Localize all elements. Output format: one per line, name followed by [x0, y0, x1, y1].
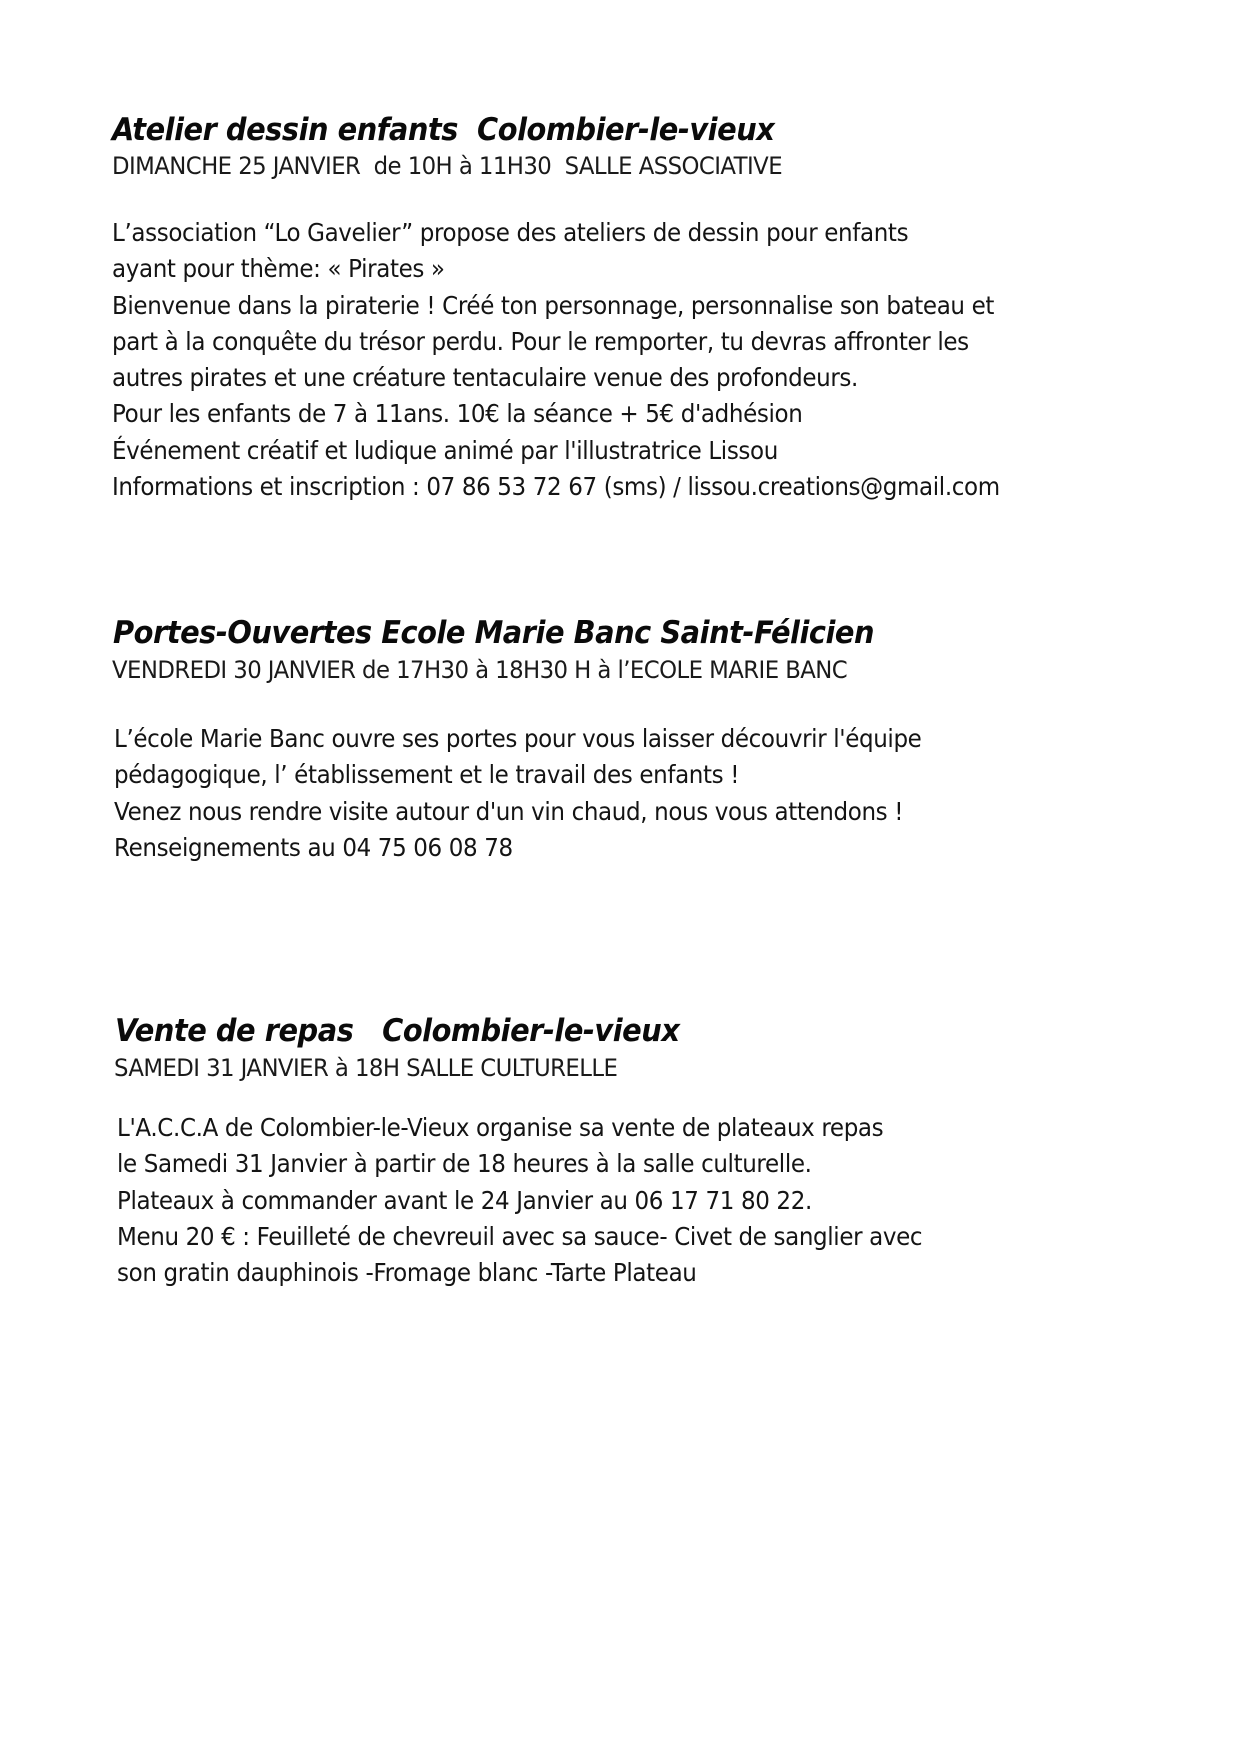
event-description: [117, 1110, 922, 1291]
description-line: L’association “Lo Gavelier” propose des ateliers de dessin pour enfants: [112, 218, 909, 247]
description-line: autres pirates et une créature tentaculaire venue des profondeurs.: [112, 363, 858, 393]
description-line: part à la conquête du trésor perdu. Pour le remporter, tu devras affronter les: [112, 326, 969, 356]
description-line: Événement créatif et ludique animé par l'illustratrice Lissou: [112, 435, 778, 465]
event-description: [112, 215, 1000, 505]
description-line: L'A.C.C.A de Colombier-le-Vieux organise sa vente de plateaux repas: [117, 1113, 884, 1142]
description-line: Bienvenue dans la piraterie ! Créé ton personnage, personnalise son bateau et: [112, 290, 995, 320]
event-title: Atelier dessin enfants Colombier-le-vieux: [112, 112, 775, 148]
event-description: [114, 721, 921, 866]
event-title: Vente de repas Colombier-le-vieux: [115, 1013, 680, 1049]
contact-line: Informations et inscription : 07 86 53 72 67 (sms) / lissou.creations@gmail.com: [112, 472, 1000, 502]
description-line: Menu 20 € : Feuilleté de chevreuil avec sa sauce- Civet de sanglier avec: [117, 1221, 923, 1251]
description-line: Plateaux à commander avant le 24 Janvier au 06 17 71 80 22.: [117, 1185, 812, 1215]
description-line: Venez nous rendre visite autour d'un vin chaud, nous vous attendons !: [114, 796, 904, 826]
description-line: ayant pour thème: « Pirates »: [112, 254, 445, 284]
event-title: Portes-Ouvertes Ecole Marie Banc Saint-Félicien: [113, 615, 875, 651]
description-line: L’école Marie Banc ouvre ses portes pour vous laisser découvrir l'équipe: [114, 724, 922, 753]
description-line: son gratin dauphinois -Fromage blanc -Tarte Plateau: [117, 1258, 697, 1288]
description-line: pédagogique, l’ établissement et le travail des enfants !: [114, 760, 740, 790]
event-date-location: DIMANCHE 25 JANVIER de 10H à 11H30 SALLE ASSOCIATIVE: [112, 152, 783, 180]
event-date-location: SAMEDI 31 JANVIER à 18H SALLE CULTURELLE: [114, 1054, 618, 1082]
event-date-location: VENDREDI 30 JANVIER de 17H30 à 18H30 H à l’ECOLE MARIE BANC: [112, 656, 848, 684]
description-line: le Samedi 31 Janvier à partir de 18 heures à la salle culturelle.: [117, 1149, 812, 1179]
contact-line: Renseignements au 04 75 06 08 78: [114, 832, 513, 862]
description-line: Pour les enfants de 7 à 11ans. 10€ la séance + 5€ d'adhésion: [112, 399, 803, 429]
